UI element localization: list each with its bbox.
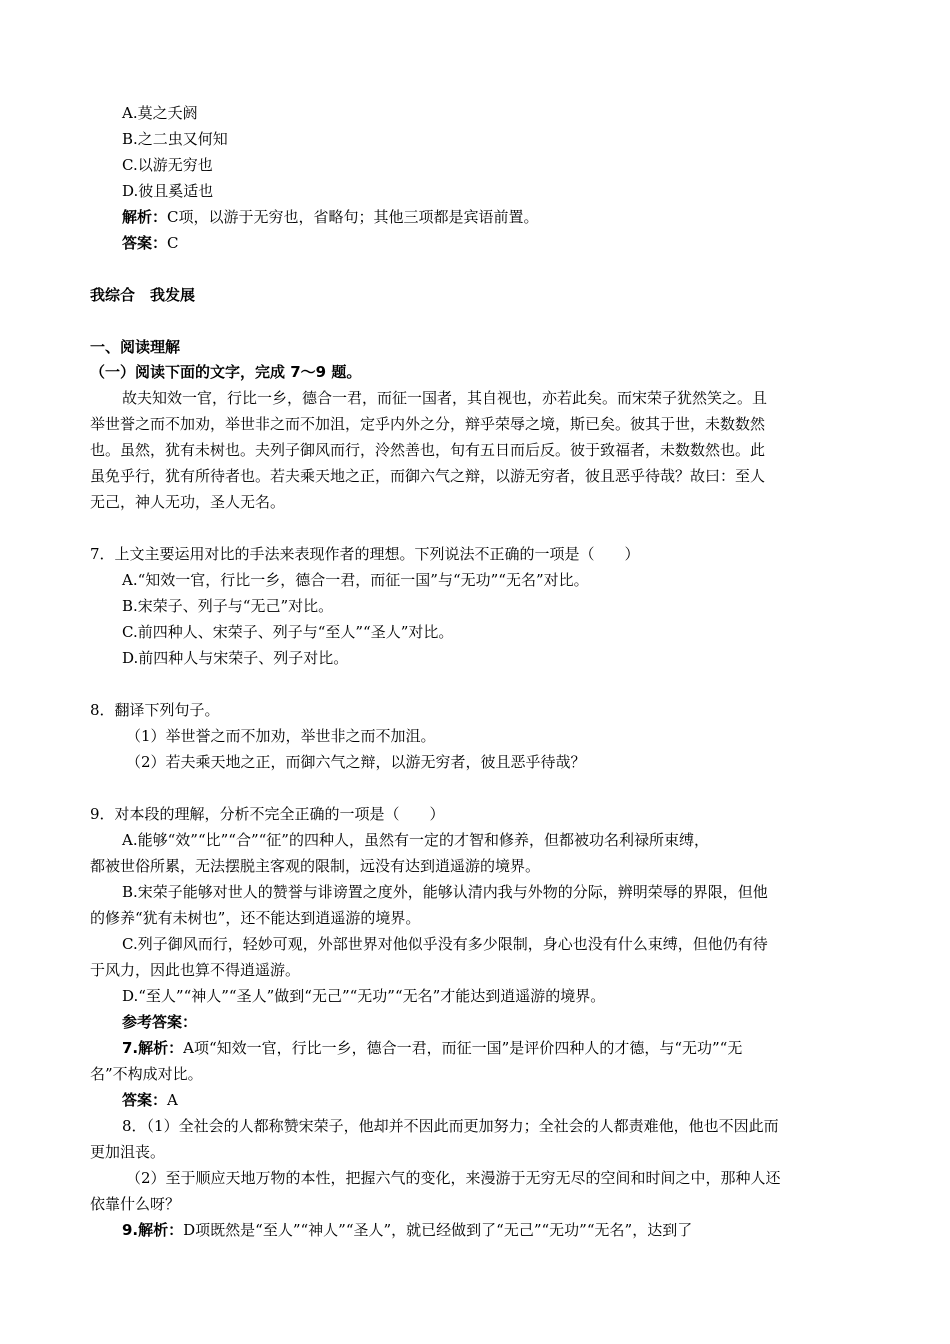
question-9-option: D.“至人”“神人”“圣人”做到“无己”“无功”“无名”才能达到逍遥游的境界。	[122, 987, 606, 1005]
subpart-heading: （一）阅读下面的文字，完成 7～9 题。	[90, 363, 362, 381]
part-heading: 一、阅读理解	[90, 338, 181, 356]
question-9-option: A.能够“效”“比”“合”“征”的四种人，虽然有一定的才智和修养，但都被功名利禄所束缚，	[122, 831, 709, 849]
option-line: C.以游无穷也	[122, 156, 213, 174]
answer-7-text: A项“知效一官，行比一乡，德合一君，而征一国”是评价四种人的才德，与“无功”“无	[183, 1039, 743, 1057]
answer-line	[122, 233, 179, 253]
question-8-item: （1）举世誉之而不加劝，举世非之而不加沮。	[126, 727, 436, 745]
answer-9-line	[122, 1220, 692, 1240]
answer-9-text: D项既然是“至人”“神人”“圣人”，就已经做到了“无己”“无功”“无名”，达到了	[183, 1221, 693, 1239]
answer-8-line: （2）至于顺应天地万物的本性，把握六气的变化，来漫游于无穷无尽的空间和时间之中，那种人还	[126, 1169, 781, 1187]
option-line: B.之二虫又何知	[122, 130, 228, 148]
passage-line: 虽免乎行，犹有所待者也。若夫乘天地之正，而御六气之辩，以游无穷者，彼且恶乎待哉？故曰：至人	[90, 467, 766, 485]
reference-answer-label: 参考答案：	[122, 1013, 198, 1031]
passage-line: 举世誉之而不加劝，举世非之而不加沮，定乎内外之分，辩乎荣辱之境，斯已矣。彼其于世，未数数然	[90, 415, 766, 433]
answer-text: C	[167, 234, 179, 252]
answer-8-line: 依靠什么呀？	[90, 1195, 181, 1213]
answer-7-answer-label: 答案：	[122, 1091, 168, 1109]
question-9-option: 的修养“犹有未树也”，还不能达到逍遥游的境界。	[90, 909, 421, 927]
question-9-option: 于风力，因此也算不得逍遥游。	[90, 961, 301, 979]
answer-7-line: 名”不构成对比。	[90, 1065, 203, 1083]
section-heading: 我综合 我发展	[90, 286, 196, 304]
answer-8-line: 更加沮丧。	[90, 1143, 166, 1161]
question-7-option: B.宋荣子、列子与“无己”对比。	[122, 597, 334, 615]
answer-7-label: 7.解析：	[122, 1039, 184, 1057]
question-7-option: C.前四种人、宋荣子、列子与“至人”“圣人”对比。	[122, 623, 454, 641]
analysis-label: 解析：	[122, 208, 168, 226]
question-9-option: 都被世俗所累，无法摆脱主客观的限制，远没有达到逍遥游的境界。	[90, 857, 541, 875]
answer-8-line: 8．（1）全社会的人都称赞宋荣子，他却并不因此而更加努力；全社会的人都责难他，他也不因此而	[122, 1117, 779, 1135]
question-7-stem: 7．上文主要运用对比的手法来表现作者的理想。下列说法不正确的一项是（ ）	[90, 545, 640, 563]
answer-7-answer	[122, 1090, 178, 1110]
passage-line: 无己，神人无功，圣人无名。	[90, 493, 286, 511]
option-line: D.彼且奚适也	[122, 182, 214, 200]
question-7-option: D.前四种人与宋荣子、列子对比。	[122, 649, 349, 667]
question-8-item: （2）若夫乘天地之正，而御六气之辩，以游无穷者，彼且恶乎待哉？	[126, 753, 586, 771]
passage-line: 故夫知效一官，行比一乡，德合一君，而征一国者，其自视也，亦若此矣。而宋荣子犹然笑之。且	[122, 389, 768, 407]
question-9-option: C.列子御风而行，轻妙可观，外部世界对他似乎没有多少限制，身心也没有什么束缚，但他仍有待	[122, 935, 768, 953]
option-line: A.莫之夭阏	[122, 104, 198, 122]
answer-9-label: 9.解析：	[122, 1221, 184, 1239]
passage-line: 也。虽然，犹有未树也。夫列子御风而行，泠然善也，旬有五日而后反。彼于致福者，未数数然也。此	[90, 441, 766, 459]
question-9-option: B.宋荣子能够对世人的赞誉与诽谤置之度外，能够认清内我与外物的分际，辨明荣辱的界限，但他	[122, 883, 768, 901]
question-9-stem: 9．对本段的理解，分析不完全正确的一项是（ ）	[90, 805, 445, 823]
analysis-line	[122, 207, 539, 227]
question-7-option: A.“知效一官，行比一乡，德合一君，而征一国”与“无功”“无名”对比。	[122, 571, 589, 589]
analysis-text: C项，以游于无穷也，省略句；其他三项都是宾语前置。	[167, 208, 539, 226]
answer-7-line	[122, 1038, 742, 1058]
answer-label: 答案：	[122, 234, 168, 252]
question-8-stem: 8．翻译下列句子。	[90, 701, 220, 719]
answer-7-answer-text: A	[167, 1091, 178, 1109]
